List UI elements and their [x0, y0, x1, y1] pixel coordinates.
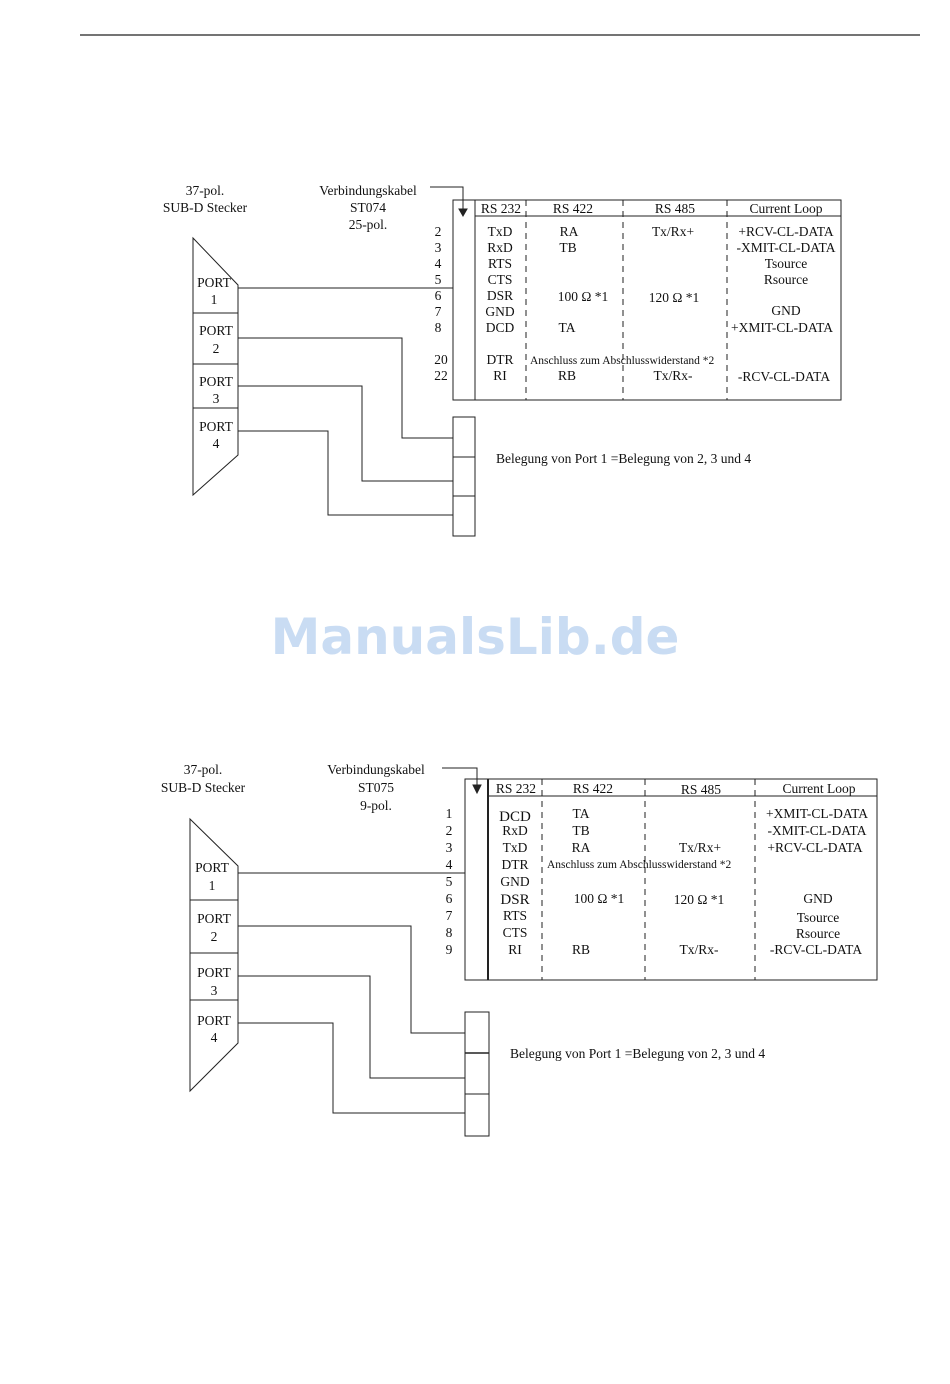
- table-header: RS 232: [480, 201, 522, 216]
- port-assignment-note: Belegung von Port 1 =Belegung von 2, 3 und 4: [496, 451, 752, 466]
- port-label: PORT: [195, 860, 229, 875]
- rs232-signal: TxD: [502, 840, 528, 855]
- table-header: RS 485: [680, 782, 722, 797]
- current-loop-signal: +RCV-CL-DATA: [767, 840, 863, 855]
- table-header: RS 485: [654, 201, 696, 216]
- rs485-signal: Tx/Rx-: [653, 368, 693, 383]
- dtr-termination-note: Anschluss zum Abschlusswiderstand *2: [530, 355, 715, 367]
- port-number: 1: [210, 292, 218, 307]
- diagram-st075-text: [161, 762, 868, 1061]
- pin-number: 5: [434, 272, 442, 287]
- pin-number: 2: [445, 823, 453, 838]
- rs232-signal: RTS: [503, 908, 527, 923]
- current-loop-signal: +XMIT-CL-DATA: [765, 806, 869, 821]
- port-number: 3: [212, 391, 220, 406]
- pin-number: 2: [434, 224, 442, 239]
- pin-number: 8: [434, 320, 442, 335]
- pin-number: 3: [434, 240, 442, 255]
- cable-wire-port2: [238, 338, 453, 438]
- cable-label-line1: Verbindungskabel: [327, 762, 425, 777]
- rs422-signal: RB: [571, 942, 591, 957]
- rs485-signal: Tx/Rx-: [679, 942, 719, 957]
- current-loop-signal: Rsource: [763, 272, 809, 287]
- rs485-signal: 120 Ω *1: [673, 892, 725, 907]
- connector-label-line1: 37-pol.: [183, 762, 223, 777]
- pin-number: 8: [445, 925, 453, 940]
- current-loop-signal: -RCV-CL-DATA: [769, 942, 863, 957]
- current-loop-signal: -RCV-CL-DATA: [737, 369, 831, 384]
- current-loop-signal: +XMIT-CL-DATA: [730, 320, 834, 335]
- rs422-signal: 100 Ω *1: [573, 891, 625, 906]
- pin-number: 4: [445, 857, 453, 872]
- port-number: 4: [210, 1030, 218, 1045]
- cable-wire-port3: [238, 976, 465, 1078]
- cable-label-line3: 9-pol.: [360, 798, 392, 813]
- rs232-signal: GND: [500, 874, 530, 889]
- cable-wire-port3: [238, 386, 453, 481]
- cable-wire-port4: [238, 431, 453, 515]
- rs232-signal: GND: [485, 304, 515, 319]
- plug-box: [465, 1012, 489, 1136]
- pin-number: 4: [434, 256, 442, 271]
- diagram-st074-text: [163, 183, 836, 466]
- port-label: PORT: [197, 1013, 231, 1028]
- table-header: Current Loop: [782, 781, 856, 796]
- rs485-signal: 120 Ω *1: [648, 290, 700, 305]
- rs232-signal: DCD: [499, 809, 531, 825]
- connector-label-line1: 37-pol.: [185, 183, 225, 198]
- dtr-termination-note: Anschluss zum Abschlusswiderstand *2: [547, 859, 732, 871]
- cable-wire-port2: [238, 926, 465, 1033]
- port-label: PORT: [197, 275, 231, 290]
- port-label: PORT: [199, 374, 233, 389]
- port-number: 4: [212, 436, 220, 451]
- rs422-signal: 100 Ω *1: [557, 289, 609, 304]
- port-label: PORT: [197, 965, 231, 980]
- cable-arrow-head: [473, 785, 481, 793]
- rs232-signal: RxD: [487, 240, 513, 255]
- port-number: 1: [208, 878, 216, 893]
- rs232-signal: CTS: [502, 925, 528, 940]
- rs232-signal: RI: [508, 942, 522, 957]
- cable-arrow: [442, 768, 477, 787]
- rs422-signal: RB: [557, 368, 577, 383]
- rs485-signal: Tx/Rx+: [651, 224, 695, 239]
- rs422-signal: TA: [572, 806, 590, 821]
- rs232-signal: TxD: [487, 224, 513, 239]
- port-label: PORT: [197, 911, 231, 926]
- rs232-signal: RxD: [502, 823, 528, 838]
- rs422-signal: TB: [559, 240, 577, 255]
- table-header: RS 422: [552, 201, 594, 216]
- pin-number: 1: [445, 806, 453, 821]
- cable-label-line2: ST075: [357, 780, 395, 795]
- current-loop-signal: -XMIT-CL-DATA: [736, 240, 836, 255]
- rs232-signal: DTR: [501, 857, 529, 872]
- port-number: 2: [210, 929, 218, 944]
- cable-label-line2: ST074: [349, 200, 387, 215]
- port-label: PORT: [199, 323, 233, 338]
- current-loop-signal: GND: [771, 303, 801, 318]
- current-loop-signal: +RCV-CL-DATA: [738, 224, 834, 239]
- rs232-signal: CTS: [487, 272, 513, 287]
- pin-number: 6: [445, 891, 453, 906]
- cable-arrow: [430, 187, 463, 211]
- cable-arrow-head: [459, 209, 467, 216]
- port-number: 3: [210, 983, 218, 998]
- rs232-signal: DSR: [500, 892, 530, 908]
- rs485-signal: Tx/Rx+: [678, 840, 722, 855]
- connector-label-line2: SUB-D Stecker: [162, 200, 248, 215]
- table-header: RS 232: [495, 781, 537, 796]
- port-label: PORT: [199, 419, 233, 434]
- watermark: ManualsLib.de: [270, 608, 680, 666]
- pin-number: 6: [434, 288, 442, 303]
- pin-number: 9: [445, 942, 453, 957]
- current-loop-signal: Tsource: [796, 910, 840, 925]
- pin-number: 20: [434, 352, 448, 367]
- plug-box: [453, 417, 475, 536]
- pin-number: 7: [434, 304, 442, 319]
- rs422-signal: TB: [572, 823, 590, 838]
- pin-number: 22: [434, 368, 448, 383]
- port-assignment-note: Belegung von Port 1 =Belegung von 2, 3 und 4: [510, 1046, 766, 1061]
- pin-number: 3: [445, 840, 453, 855]
- current-loop-signal: -XMIT-CL-DATA: [767, 823, 867, 838]
- rs422-signal: RA: [571, 840, 591, 855]
- rs232-signal: DTR: [486, 352, 514, 367]
- rs422-signal: TA: [558, 320, 576, 335]
- connector-label-line2: SUB-D Stecker: [160, 780, 246, 795]
- rs232-signal: RTS: [488, 256, 512, 271]
- pin-number: 7: [445, 908, 453, 923]
- rs232-signal: RI: [493, 368, 507, 383]
- table-header: RS 422: [572, 781, 614, 796]
- pin-number: 5: [445, 874, 453, 889]
- rs232-signal: DCD: [485, 320, 515, 335]
- cable-label-line1: Verbindungskabel: [319, 183, 417, 198]
- cable-label-line3: 25-pol.: [348, 217, 388, 232]
- current-loop-signal: GND: [803, 891, 833, 906]
- rs232-signal: DSR: [486, 288, 514, 303]
- current-loop-signal: Tsource: [764, 256, 808, 271]
- current-loop-signal: Rsource: [795, 926, 841, 941]
- rs422-signal: RA: [559, 224, 579, 239]
- table-header: Current Loop: [749, 201, 823, 216]
- cable-wire-port4: [238, 1023, 465, 1113]
- port-number: 2: [212, 341, 220, 356]
